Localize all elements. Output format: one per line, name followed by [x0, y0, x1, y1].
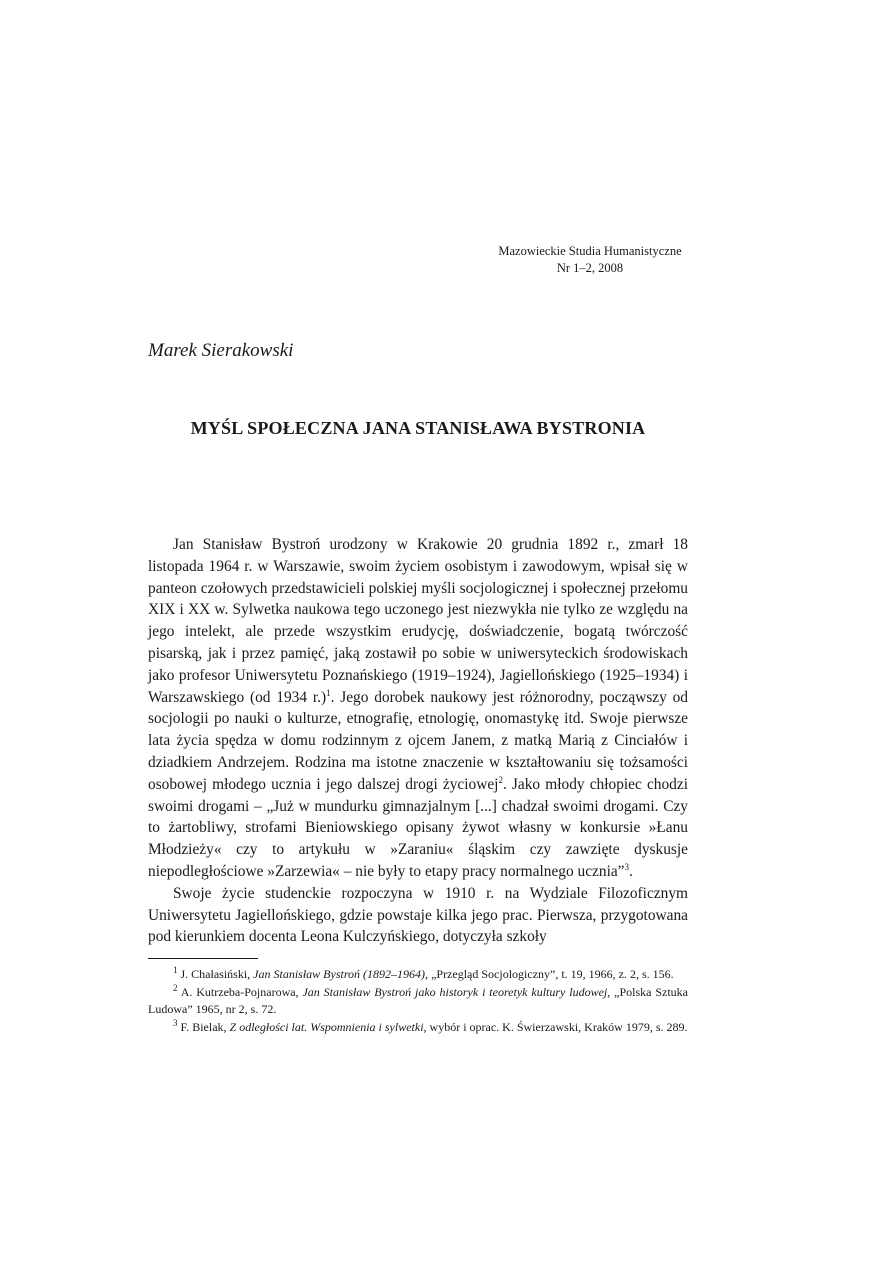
journal-name: Mazowieckie Studia Humanistyczne [498, 244, 682, 258]
paragraph-1: Jan Stanisław Bystroń urodzony w Krakowie 20 grudnia 1892 r., zmarł 18 listopada 1964 r. w Warszawie, swoim życiem osobistym i zawodowym, wpisał się w panteon czołowych przedstawicieli polskiej myśli socjologicznej i społecznej przełomu XIX i XX w. Sylwetka naukowa tego uczonego jest niezwykła nie tylko ze względu na jego intelekt, ale przede wszystkim erudycję, doświadczenie, bogatą twórczość pisarską, jak i przez pamięć, jaką zostawił po sobie w uniwersyteckich środowiskach jako profesor Uniwersytetu Poznańskiego (1919–1924), Jagiellońskiego (1925–1934) i Warszawskiego (od 1934 r.)$^1$. Jego dorobek naukowy jest różnorodny, począwszy od socjologii po nauki o kulturze, etnografię, etnologię, onomastykę itd. Swoje pierwsze lata życia spędza w domu rodzinnym z ojcem Janem, z matką Marią z Cinciałów i dziadkiem Andrzejem. Rodzina ma istotne znaczenie w kształtowaniu się tożsamości osobowej młodego ucznia i jego dalszej drogi życiowej$^2$. Jako młody chłopiec chodzi swoimi drogami – „Już w mundurku gimnazjalnym [...] chadzał swoimi drogami. Czy to żartobliwy, strofami Bieniowskiego opisany żywot własny w konkursie »Łanu Młodzieży« czy to artykułu w »Zaraniu« śląskim czy zawzięte dyskusje niepodległościowe »Zarzewia« – nie były to etapy pracy normalnego ucznia”$^3$. [148, 536, 688, 880]
footnote-1: $^1$ J. Chałasiński, Jan Stanisław Bystroń (1892–1964), „Przegląd Socjologiczny”, t. 19, 1966, z. 2, s. 156. [173, 965, 674, 981]
footnote-3: $^3$ F. Bielak, Z odległości lat. Wspomnienia i sylwetki, wybór i oprac. K. Świerzawski, Kraków 1979, s. 289. [173, 1017, 688, 1034]
article-title: MYŚL SPOŁECZNA JANA STANISŁAWA BYSTRONIA [190, 418, 646, 438]
journal-header [470, 243, 710, 277]
footnote-ref-2: 2 [498, 774, 503, 785]
footnote-ref-1: 1 [326, 687, 331, 698]
footnote-2: $^2$ A. Kutrzeba-Pojnarowa, Jan Stanisław Bystroń jako historyk i teoretyk kultury ludowej, „Polska Sztuka Ludowa” 1965, nr 2, s. 72. [148, 982, 689, 1016]
footnote-divider [148, 958, 258, 959]
article-body [148, 534, 688, 948]
footnote-ref-3: 3 [624, 861, 630, 872]
author-name: Marek Sierakowski [148, 340, 294, 361]
paragraph-2: Swoje życie studenckie rozpoczyna w 1910 r. na Wydziale Filozoficznym Uniwersytetu Jagiellońskiego, gdzie powstaje kilka jego prac. Pierwsza, przygotowana pod kierunkiem docenta Leona Kulczyńskiego, dotyczyła szkoły [148, 884, 688, 946]
footnotes [148, 966, 688, 1036]
journal-issue: Nr 1–2, 2008 [556, 261, 624, 275]
